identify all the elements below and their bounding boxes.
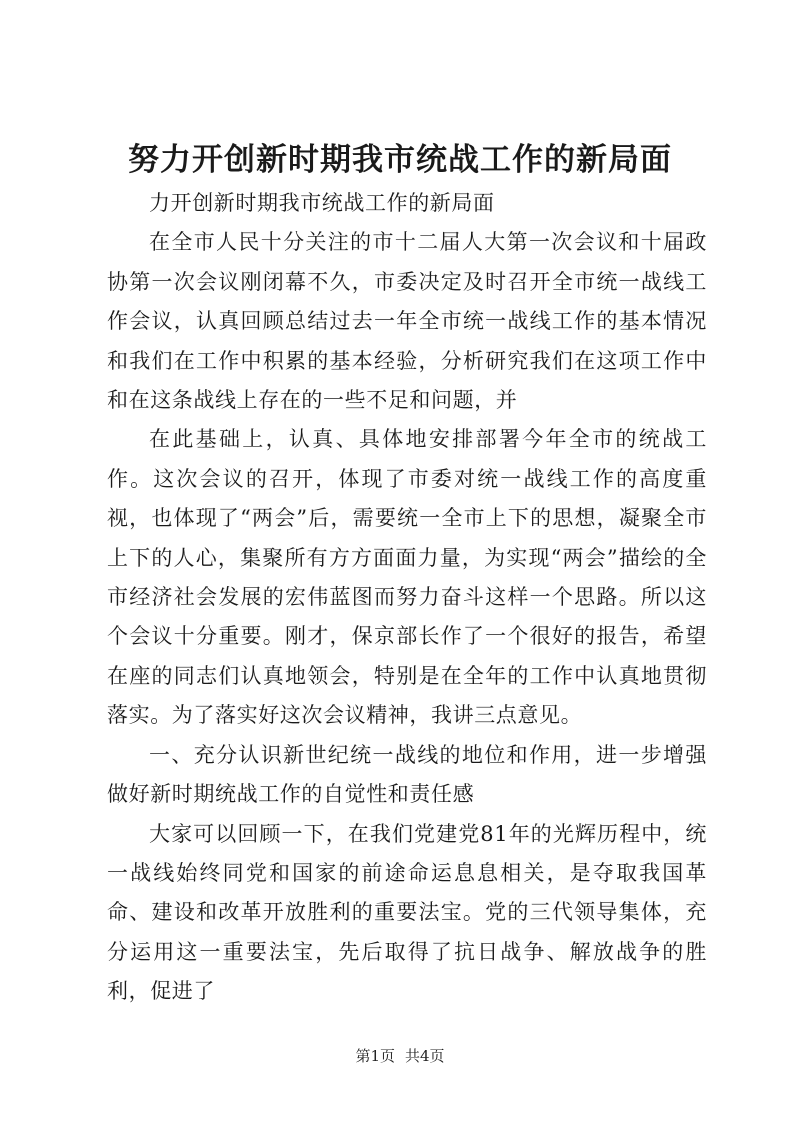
document-body	[107, 184, 707, 1012]
page-footer	[0, 1046, 800, 1066]
paragraph-subtitle: 力开创新时期我市统战工作的新局面	[149, 191, 495, 215]
paragraph-meeting-significance: 在此基础上，认真、具体地安排部署今年全市的统战工作。这次会议的召开，体现了市委对统一战线工作的高度重视，也体现了“两会”后，需要统一全市上下的思想，凝聚全市上下的人心，集聚所有方方面面力量，为实现“两会”描绘的全市经济社会发展的宏伟蓝图而努力奋斗这样一个思路。所以这个会议十分重要。刚才，保京部长作了一个很好的报告，希望在座的同志们认真地领会，特别是在全年的工作中认真地贯彻落实。为了落实好这次会议精神，我讲三点意见。	[107, 427, 707, 728]
page-total: 共4页	[405, 1047, 445, 1065]
page-number: 第1页	[355, 1047, 395, 1065]
paragraph-united-front-history: 大家可以回顾一下，在我们党建党81年的光辉历程中，统一战线始终同党和国家的前途命运息息相关，是夺取我国革命、建设和改革开放胜利的重要法宝。党的三代领导集体，充分运用这一重要法宝，先后取得了抗日战争、解放战争的胜利，促进了	[107, 821, 707, 1004]
paragraph-meeting-intro: 在全市人民十分关注的市十二届人大第一次会议和十届政协第一次会议刚闭幕不久，市委决定及时召开全市统一战线工作会议，认真回顾总结过去一年全市统一战线工作的基本情况和我们在工作中积累的基本经验，分析研究我们在这项工作中和在这条战线上存在的一些不足和问题，并	[107, 230, 707, 413]
section-heading-1: 一、充分认识新世纪统一战线的地位和作用，进一步增强做好新时期统战工作的自觉性和责任感	[107, 742, 707, 807]
document-title: 努力开创新时期我市统战工作的新局面	[128, 142, 672, 178]
